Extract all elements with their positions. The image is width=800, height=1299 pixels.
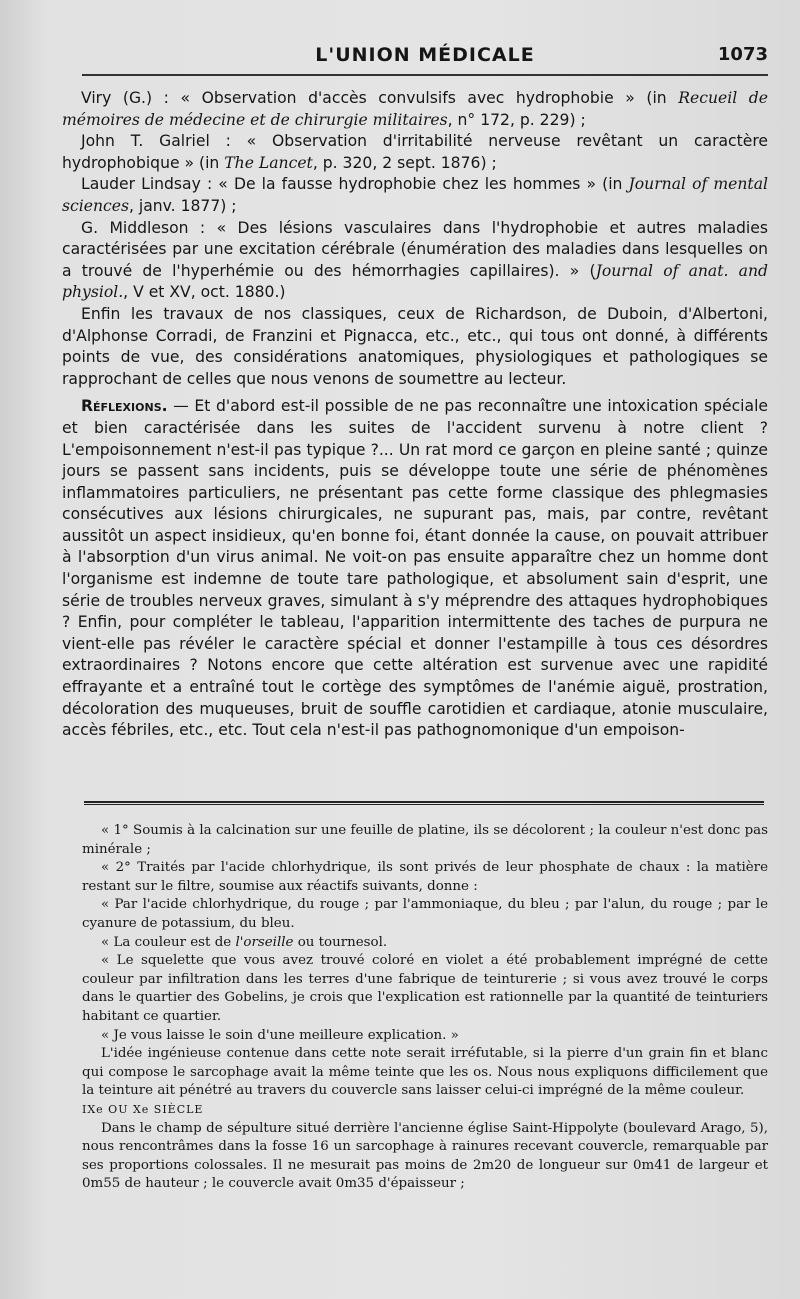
reference-source: The Lancet [224,153,313,172]
reference-details: , V et XV, oct. 1880.) [123,283,286,302]
reflexions-text: — Et d'abord est-il possible de ne pas reconnaître une intoxication spéciale et bien caractérisée dans les suites de l'accident survenu à notre client ? L'empoisonnement n'est-il pas typique ?... Un rat mord ce garçon en pleine santé ; quinze jours se passent sans incidents, puis se développe toute une série de phénomènes inflammatoires particuliers, ne présentant pas cette forme classique des phlegmasies consécutives aux lésions chirurgicales, ne supurant pas, mais, par contre, revêtant aussitôt un aspect insidieux, qu'en bonne foi, étant donnée la cause, on pouvait attribuer à l'absorption d'un virus animal. Ne voit-on pas ensuite apparaître chez un homme dont l'organisme est indemne de toute tare pathologique, et absolument sain d'esprit, une série de troubles nerveux graves, simulant à s'y méprendre des attaques hydrophobiques ? Enfin, pour compléter le tableau, l'apparition intermittente des taches de purpura ne vient-elle pas révéler le caractère spécial et donner l'estampille à tous ces désordres extraordinaires ? Notons encore que cette altération est survenue avec une rapidité effrayante et a entraîné tout le cortège des symptômes de l'anémie aiguë, prostration, décoloration des muqueuses, bruit de souffle carotidien et cardiaque, atonie musculaire, accès fébriles, etc., etc. Tout cela n'est-il pas pathognomonique d'un empoison- [62,397,768,740]
paragraph-classics: Enfin les travaux de nos classiques, ceux de Richardson, de Duboin, d'Albertoni, d'Alphonse Corradi, de Franzini et Pignacca, etc., etc., qui tous ont donné, à différents points de vue, des considérations anatomiques, physiologiques et pathologiques se rapprochant de celles que nous venons de soumettre au lecteur. [62,304,768,388]
footnote-item: L'idée ingénieuse contenue dans cette note serait irréfutable, si la pierre d'un grain fin et blanc qui compose le sarcophage avait la même teinte que les os. Nous nous expliquons difficilement que la teinture ait pénétré au travers du couvercle sans laisser celui-ci imprégné de la même couleur. [82,1046,768,1099]
reference-text: Viry (G.) : « Observation d'accès convulsifs avec hydrophobie » (in [81,89,679,107]
page-header [82,44,768,74]
reference-source: Recueil de mémoires de médecine et de chirurgie militaires [62,89,768,129]
reference-text: John T. Galriel : « Observation d'irritabilité nerveuse revêtant un caractère hydrophobique » (in [62,132,768,172]
reference-source: Journal of anat. and physiol. [62,261,768,302]
reference-text: Lauder Lindsay : « De la fausse hydrophobie chez les hommes » (in [81,175,629,194]
footnote-text: « La couleur est de [101,934,236,950]
section-heading: IXe OU Xe SIÈCLE [82,1102,204,1116]
footnote-item: « Le squelette que vous avez trouvé coloré en violet a été probablement imprégné de cette couleur par infiltration dans les terres d'une fabrique de teinturerie ; si vous avez trouvé le corps dans le quartier des Gobelins, je crois que l'explication est rationnelle par la quantité de teinturiers habitant ce quartier. [82,953,768,1024]
running-title: L'UNION MÉDICALE [315,44,535,66]
reference-details: , janv. 1877) ; [128,196,237,215]
footnote-item [82,934,768,953]
reference-galriel [62,131,768,174]
reference-text: G. Middleson : « Des lésions vasculaires dans l'hydrophobie et autres maladies caractérisées par une excitation cérébrale (énumération des maladies dans lesquelles on a trouvé de l'hyperhémie ou des hémorrhagies capillaires). » ( [62,218,768,280]
footnote-item: « 1° Soumis à la calcination sur une feuille de platine, ils se décolorent ; la couleur n'est donc pas minérale ; [82,823,768,857]
footnote-item: « Je vous laisse le soin d'une meilleure explication. » [101,1027,459,1043]
reference-viry [62,88,768,131]
page-number: 1073 [717,44,768,65]
footnote-rule [84,801,764,805]
footnote-item: « Par l'acide chlorhydrique, du rouge ; par l'ammoniaque, du bleu ; par l'alun, du rouge ; par le cyanure de potassium, du bleu. [82,897,768,931]
reflexions-label: Réflexions. [81,397,168,416]
header-rule [82,74,768,76]
reference-source: Journal of mental sciences [62,175,768,215]
footnote-italic: l'orseille [235,934,294,950]
reference-details: , p. 320, 2 sept. 1876) ; [312,153,497,172]
footnote-text: ou tournesol. [293,934,388,950]
reference-lindsay [62,174,768,217]
paragraph-reflexions [62,396,768,742]
footnote-item: Dans le champ de sépulture situé derrière l'ancienne église Saint-Hippolyte (boulevard Arago, 5), nous rencontrâmes dans la fosse 16 un sarcophage à rainures recevant couvercle, remarquable par ses proportions colossales. Il ne mesurait pas moins de 2m20 de longueur sur 0m41 de largeur et 0m55 de hauteur ; le couvercle avait 0m35 d'épaisseur ; [82,1120,768,1192]
footnotes [82,822,768,1194]
main-text [62,88,768,742]
reference-details: , n° 172, p. 229) ; [447,110,586,129]
footnote-item: « 2° Traités par l'acide chlorhydrique, ils sont privés de leur phosphate de chaux : la matière restant sur le filtre, soumise aux réactifs suivants, donne : [82,860,768,894]
reference-middleson [62,218,768,304]
